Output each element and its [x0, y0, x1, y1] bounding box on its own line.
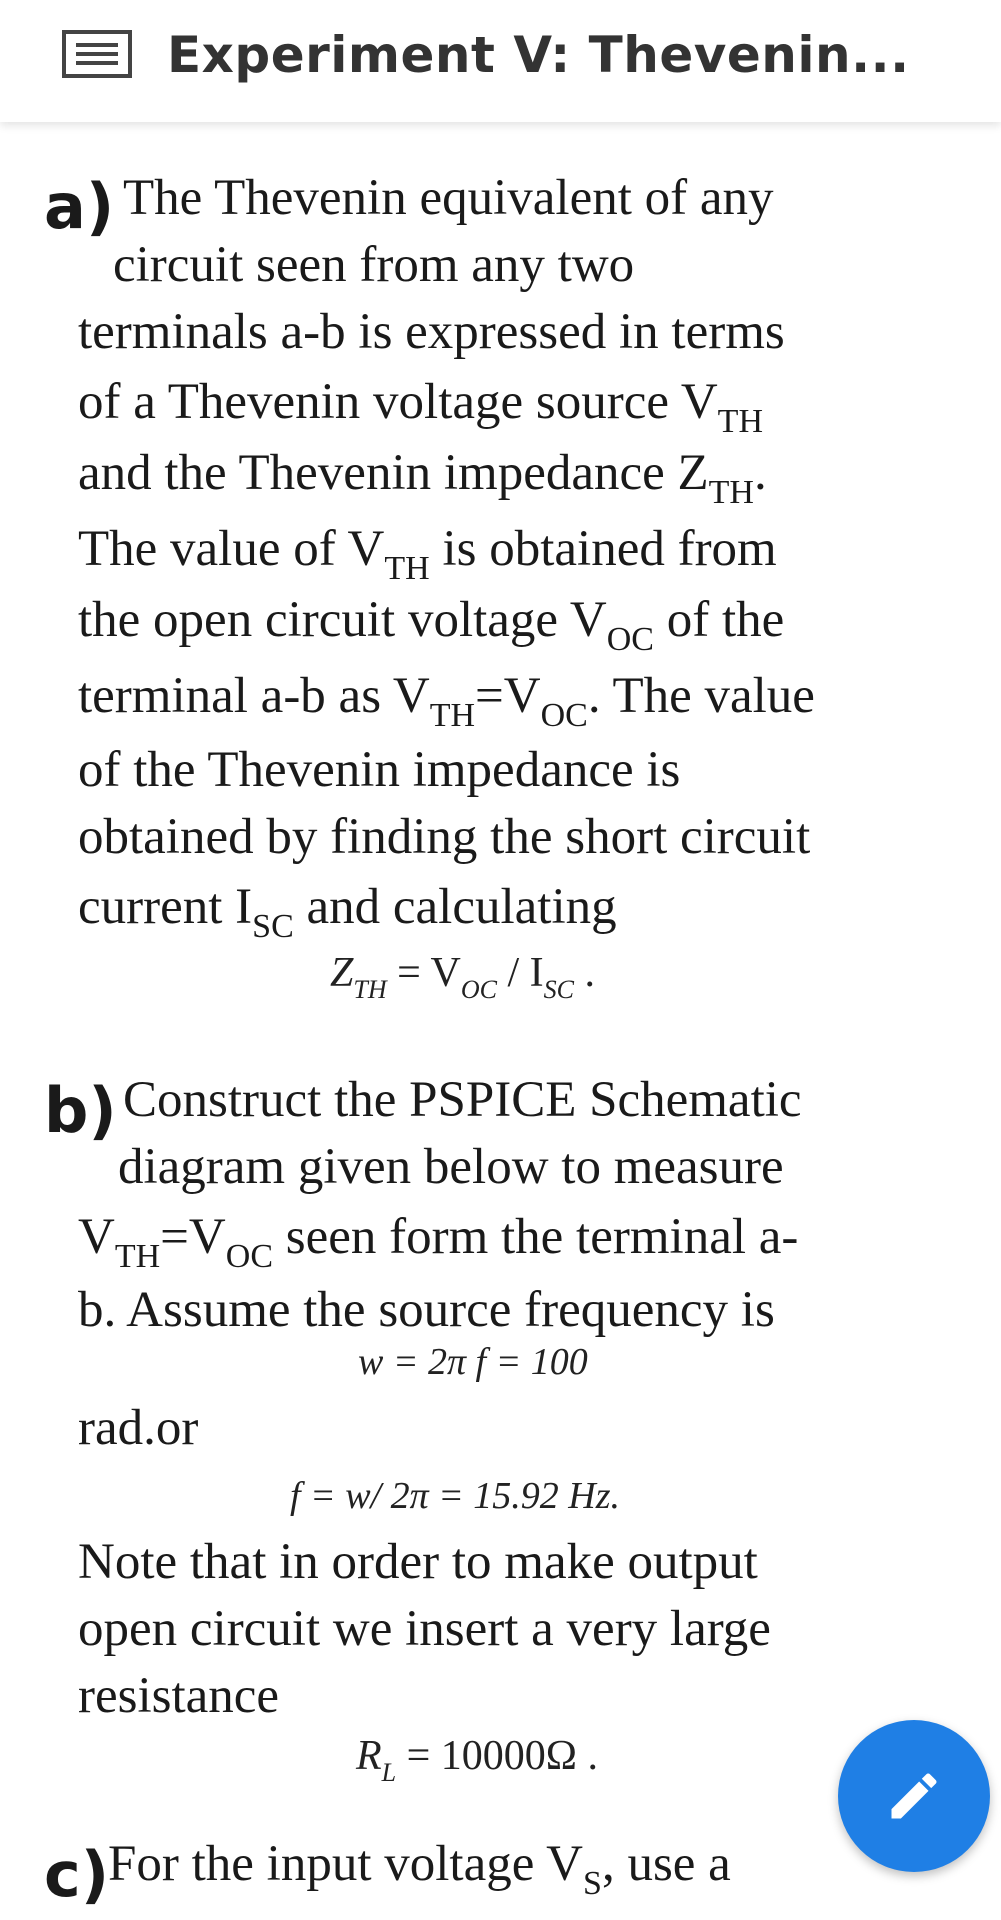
text-line: Note that in order to make output: [78, 1534, 758, 1590]
section-marker-c: c): [44, 1838, 110, 1911]
text-line: resistance: [78, 1668, 280, 1724]
text-line: current $I_{SC}$ and calculating: [78, 879, 617, 945]
document-icon[interactable]: [62, 30, 132, 78]
text-line: rad.or: [78, 1400, 199, 1456]
text-line: circuit seen from any two: [113, 237, 635, 293]
formula-frequency: f = w/ 2π = 15.92 Hz.: [290, 1475, 621, 1517]
app-bar: [0, 0, 1001, 122]
text-line: terminal a-b as $V_{TH}=V_{OC}$. The value: [78, 668, 815, 734]
text-line: obtained by finding the short circuit: [78, 809, 811, 865]
section-marker-b: b): [44, 1074, 117, 1147]
text-line: the open circuit voltage $V_{OC}$ of the: [78, 592, 785, 658]
text-line: The Thevenin equivalent of any: [123, 170, 774, 226]
text-line: $V_{TH}=V_{OC}$ seen form the terminal a-: [78, 1209, 799, 1275]
formula-zth: $Z_{TH} = V_{OC} / I_{SC}$ .: [330, 950, 595, 1004]
formula-omega: w = 2π f = 100: [358, 1341, 588, 1383]
formula-rl: $R_L = 10000\Omega$ .: [356, 1733, 599, 1787]
text-line: b. Assume the source frequency is: [78, 1282, 775, 1338]
text-line: open circuit we insert a very large: [78, 1601, 771, 1657]
pencil-icon: [884, 1766, 944, 1826]
edit-button[interactable]: [838, 1720, 990, 1872]
text-line: The value of $V_{TH}$ is obtained from: [78, 521, 777, 587]
text-line: terminals a-b is expressed in terms: [78, 304, 785, 360]
section-marker-a: a): [44, 170, 115, 243]
document-body: [0, 122, 1001, 1920]
text-line: For the input voltage $V_S$, use a: [108, 1836, 731, 1902]
text-line: Construct the PSPICE Schematic: [123, 1072, 802, 1128]
text-line: of a Thevenin voltage source $V_{TH}$: [78, 374, 763, 440]
text-line: of the Thevenin impedance is: [78, 742, 681, 798]
page-title: Experiment V: Thevenin...: [167, 26, 910, 84]
text-line: and the Thevenin impedance $Z_{TH}$.: [78, 445, 767, 511]
text-line: diagram given below to measure: [118, 1139, 784, 1195]
